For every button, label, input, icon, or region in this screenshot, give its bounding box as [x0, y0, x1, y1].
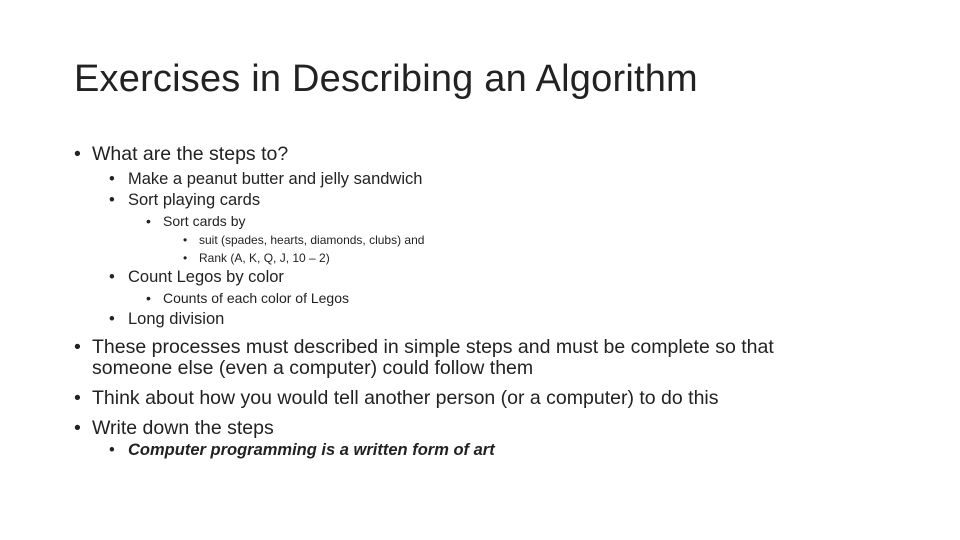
bullet-text: suit (spades, hearts, diamonds, clubs) and	[199, 233, 425, 247]
bullet-icon: •	[146, 213, 151, 229]
bullet-steps-question	[74, 144, 288, 165]
bullet-text: Long division	[128, 310, 225, 328]
bullet-long-division	[109, 310, 224, 328]
bullet-rank	[183, 251, 330, 265]
bullet-write-down	[74, 418, 274, 439]
bullet-sort-cards-by	[146, 213, 245, 229]
bullet-text-line1: These processes must described in simple steps and must be complete so that	[92, 336, 774, 358]
bullet-text: What are the steps to?	[92, 143, 289, 165]
bullet-suit	[183, 233, 424, 247]
bullet-text: Counts of each color of Legos	[163, 290, 350, 306]
bullet-sort-cards	[109, 191, 260, 209]
slide-title: Exercises in Describing an Algorithm	[74, 58, 698, 100]
bullet-text: Count Legos by color	[128, 268, 284, 286]
bullet-icon: •	[74, 336, 81, 358]
bullet-icon: •	[74, 417, 81, 439]
bullet-processes-steps	[74, 337, 774, 379]
bullet-text: Think about how you would tell another person (or a computer) to do this	[92, 387, 719, 409]
bullet-pbj-sandwich	[109, 170, 422, 188]
bullet-icon: •	[74, 143, 81, 165]
bullet-text: Computer programming is a written form of art	[128, 441, 495, 459]
bullet-icon: •	[183, 251, 188, 265]
bullet-programming-art	[109, 441, 495, 459]
bullet-count-legos	[109, 268, 284, 286]
bullet-counts-each-color	[146, 290, 349, 306]
bullet-think-about	[74, 388, 719, 409]
bullet-text: Write down the steps	[92, 417, 274, 439]
bullet-icon: •	[109, 441, 115, 459]
bullet-icon: •	[109, 170, 115, 188]
bullet-icon: •	[74, 387, 81, 409]
bullet-icon: •	[109, 191, 115, 209]
bullet-text-line2: someone else (even a computer) could follow them	[92, 357, 534, 379]
bullet-icon: •	[146, 290, 151, 306]
bullet-text: Rank (A, K, Q, J, 10 – 2)	[199, 251, 330, 265]
bullet-icon: •	[109, 268, 115, 286]
bullet-icon: •	[183, 233, 188, 247]
bullet-text: Sort cards by	[163, 213, 246, 229]
bullet-icon: •	[109, 310, 115, 328]
bullet-text: Sort playing cards	[128, 191, 261, 209]
bullet-text: Make a peanut butter and jelly sandwich	[128, 170, 423, 188]
